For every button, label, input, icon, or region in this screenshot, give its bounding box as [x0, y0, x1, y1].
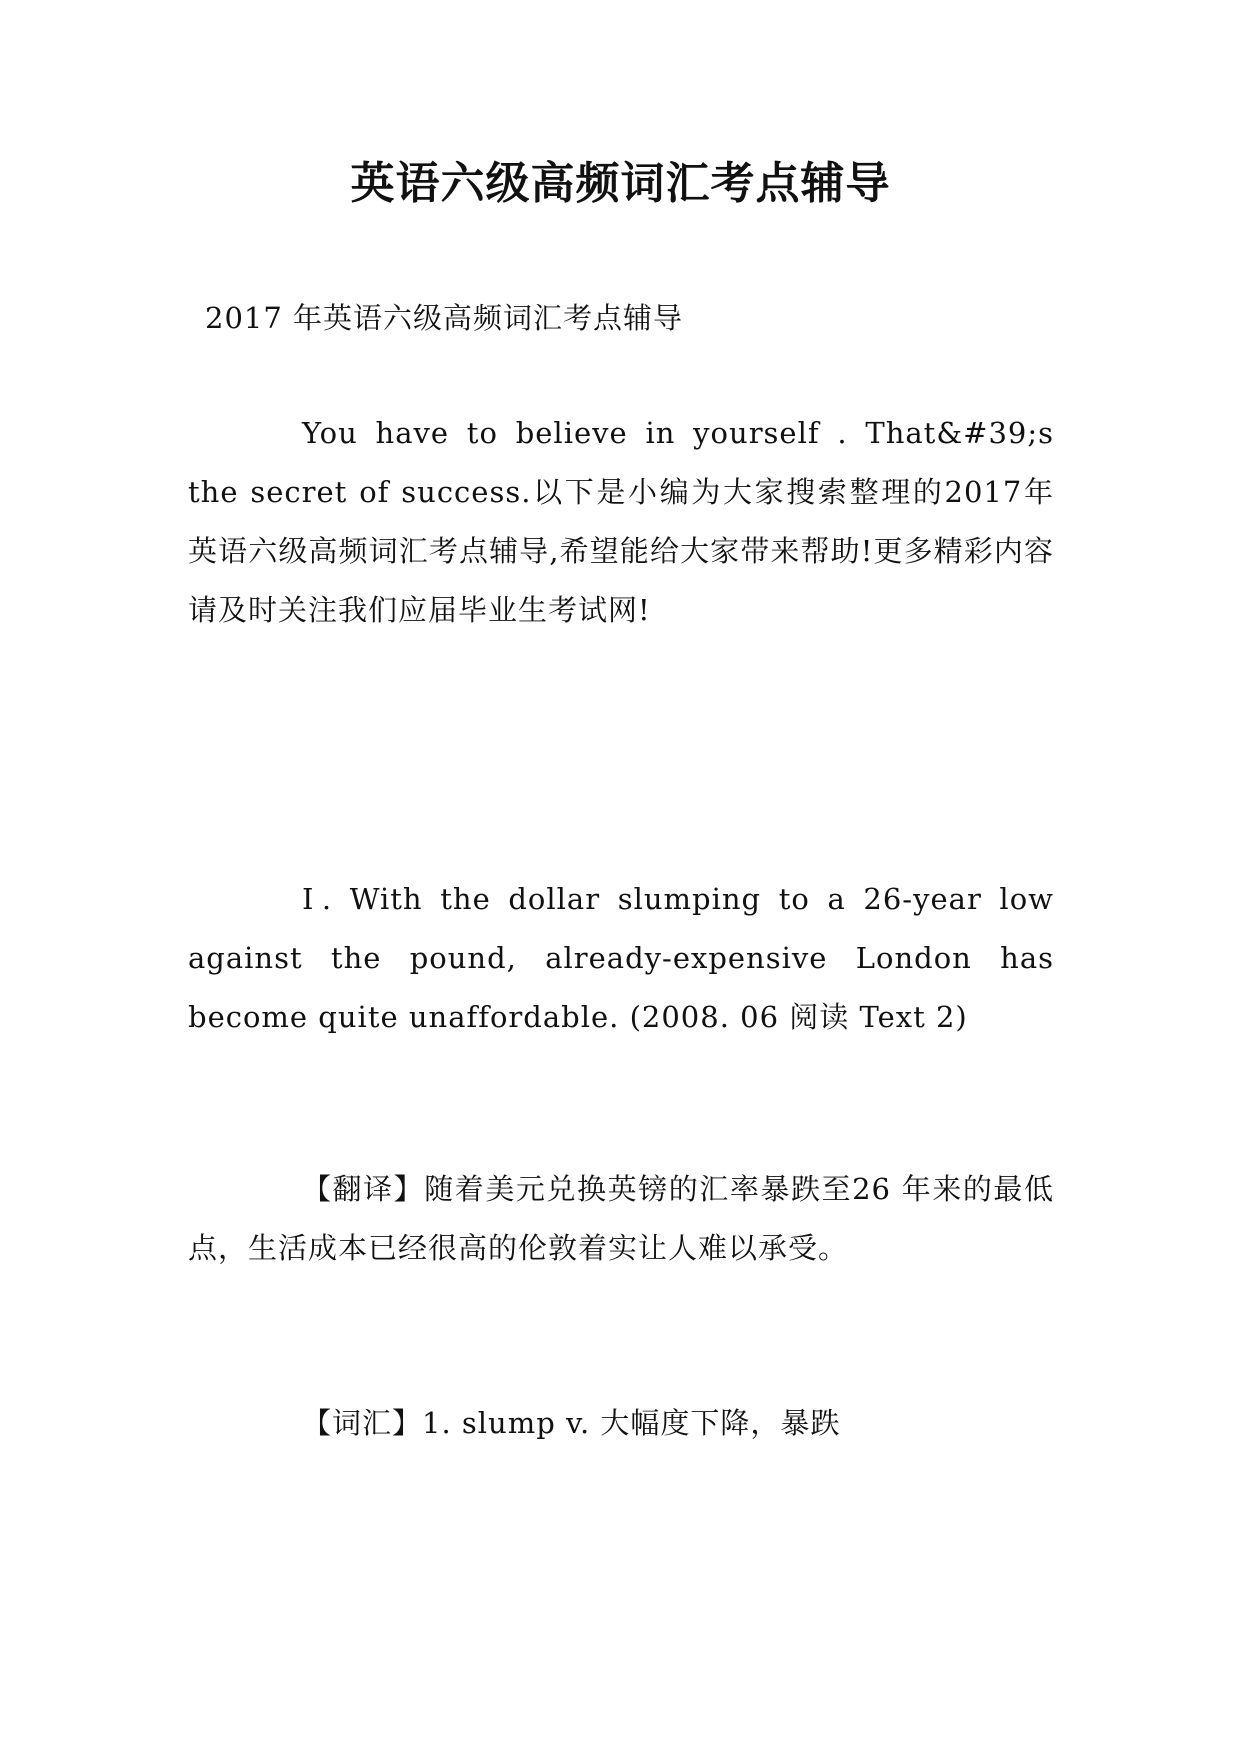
- intro-paragraph: You have to believe in yourself . That&#39;s the secret of success.以下是小编为大家搜索整理的2017年英语六级高频词汇考点辅导,希望能给大家带来帮助!更多精彩内容请及时关注我们应届毕业生考试网!: [188, 416, 1054, 627]
- translation-paragraph: [188, 1160, 1054, 1278]
- document-title: 英语六级高频词汇考点辅导: [350, 158, 891, 209]
- translation-label: 【翻译】: [302, 1172, 425, 1206]
- vocabulary-text: 1. slump v. 大幅度下降，暴跌: [422, 1406, 841, 1440]
- translation-text: 随着美元兑换英镑的汇率暴跌至26 年来的最低点，生活成本已经很高的伦敦着实让人难以承受。: [188, 1172, 1054, 1265]
- vocabulary-paragraph: [188, 1394, 1054, 1453]
- example-sentence-paragraph: Ⅰ. With the dollar slumping to a 26-year low against the pound, already-expensive London has become quite unaffordable. (2008. 06 阅读 Text 2): [188, 882, 1054, 1034]
- vocabulary-label: 【词汇】: [302, 1406, 423, 1440]
- document-subtitle: 2017 年英语六级高频词汇考点辅导: [205, 301, 684, 335]
